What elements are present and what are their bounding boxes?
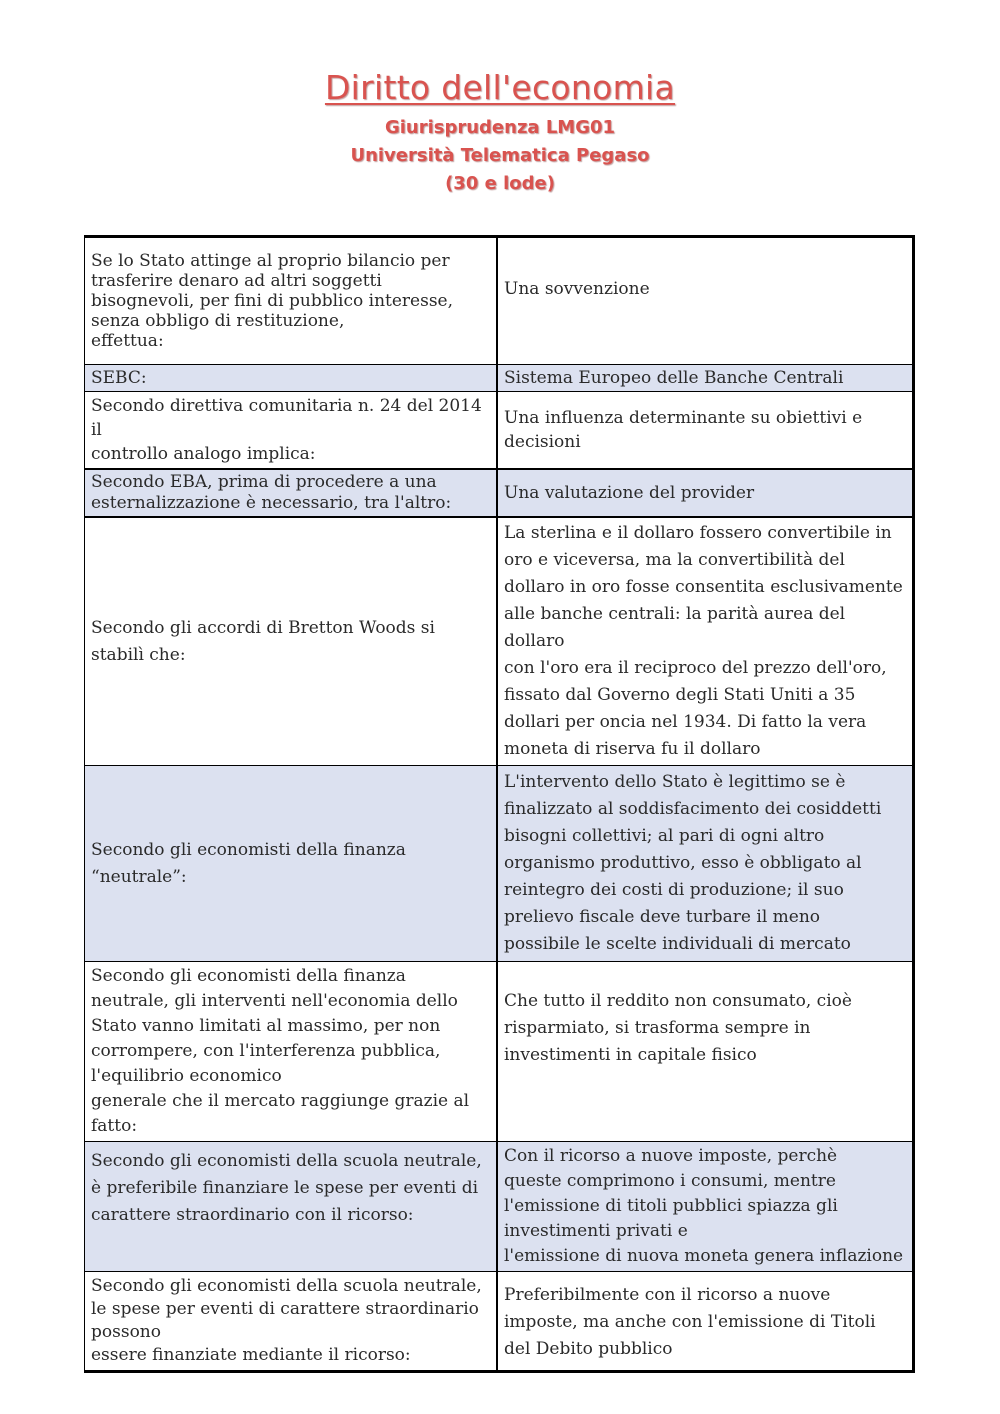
answer-cell: Che tutto il reddito non consumato, cioè risparmiato, si trasforma sempre in investimenti in capitale fisico <box>497 962 914 1142</box>
table-row <box>85 517 914 766</box>
grade-note: (30 e lode) <box>445 173 555 194</box>
table-row <box>85 1142 914 1272</box>
answer-cell: L'intervento dello Stato è legittimo se è finalizzato al soddisfacimento dei cosiddetti bisogni collettivi; al pari di ogni altro organismo produttivo, esso è obbligato al reintegro dei costi di produzione; il suo prelievo fiscale deve turbare il meno possibile le scelte individuali di mercato <box>497 766 914 962</box>
answer-cell: Con il ricorso a nuove imposte, perchè queste comprimono i consumi, mentre l'emissione di titoli pubblici spiazza gli investimenti privati e l'emissione di nuova moneta genera inflazione <box>497 1142 914 1272</box>
table-row <box>85 237 914 365</box>
question-cell: Secondo direttiva comunitaria n. 24 del 2014 il controllo analogo implica: <box>85 392 498 470</box>
answer-cell: La sterlina e il dollaro fossero convertibile in oro e viceversa, ma la convertibilità del dollaro in oro fosse consentita esclusivamente alle banche centrali: la parità aurea del dollaro con l'oro era il reciproco del prezzo dell'oro, fissato dal Governo degli Stati Uniti a 35 dollari per oncia nel 1934. Di fatto la vera moneta di riserva fu il dollaro <box>497 517 914 766</box>
question-cell: Se lo Stato attinge al proprio bilancio per trasferire denaro ad altri soggetti bisognevoli, per fini di pubblico interesse, senza obbligo di restituzione, effettua: <box>85 237 498 365</box>
document-title: Diritto dell'economia <box>324 68 676 107</box>
answer-cell: Sistema Europeo delle Banche Centrali <box>497 365 914 392</box>
table-row <box>85 766 914 962</box>
question-cell: Secondo gli accordi di Bretton Woods si stabilì che: <box>85 517 498 766</box>
answer-cell: Preferibilmente con il ricorso a nuove imposte, ma anche con l'emissione di Titoli del Debito pubblico <box>497 1272 914 1372</box>
course-name: Giurisprudenza LMG01 <box>384 117 616 138</box>
answer-cell: Una valutazione del provider <box>497 469 914 517</box>
table-row <box>85 392 914 470</box>
document-header <box>0 62 1000 198</box>
table-row <box>85 469 914 517</box>
question-cell: Secondo gli economisti della finanza neutrale, gli interventi nell'economia dello Stato vanno limitati al massimo, per non corrompere, con l'interferenza pubblica, l'equilibrio economico generale che il mercato raggiunge grazie al fatto: <box>85 962 498 1142</box>
university-name: Università Telematica Pegaso <box>350 145 650 166</box>
qa-table <box>84 235 915 1373</box>
table-row <box>85 962 914 1142</box>
answer-cell: Una sovvenzione <box>497 237 914 365</box>
question-cell: SEBC: <box>85 365 498 392</box>
question-cell: Secondo EBA, prima di procedere a una esternalizzazione è necessario, tra l'altro: <box>85 469 498 517</box>
table-row <box>85 365 914 392</box>
answer-cell: Una influenza determinante su obiettivi e decisioni <box>497 392 914 470</box>
question-cell: Secondo gli economisti della finanza “neutrale”: <box>85 766 498 962</box>
table-row <box>85 1272 914 1372</box>
question-cell: Secondo gli economisti della scuola neutrale, è preferibile finanziare le spese per eventi di carattere straordinario con il ricorso: <box>85 1142 498 1272</box>
question-cell: Secondo gli economisti della scuola neutrale, le spese per eventi di carattere straordinario possono essere finanziate mediante il ricorso: <box>85 1272 498 1372</box>
